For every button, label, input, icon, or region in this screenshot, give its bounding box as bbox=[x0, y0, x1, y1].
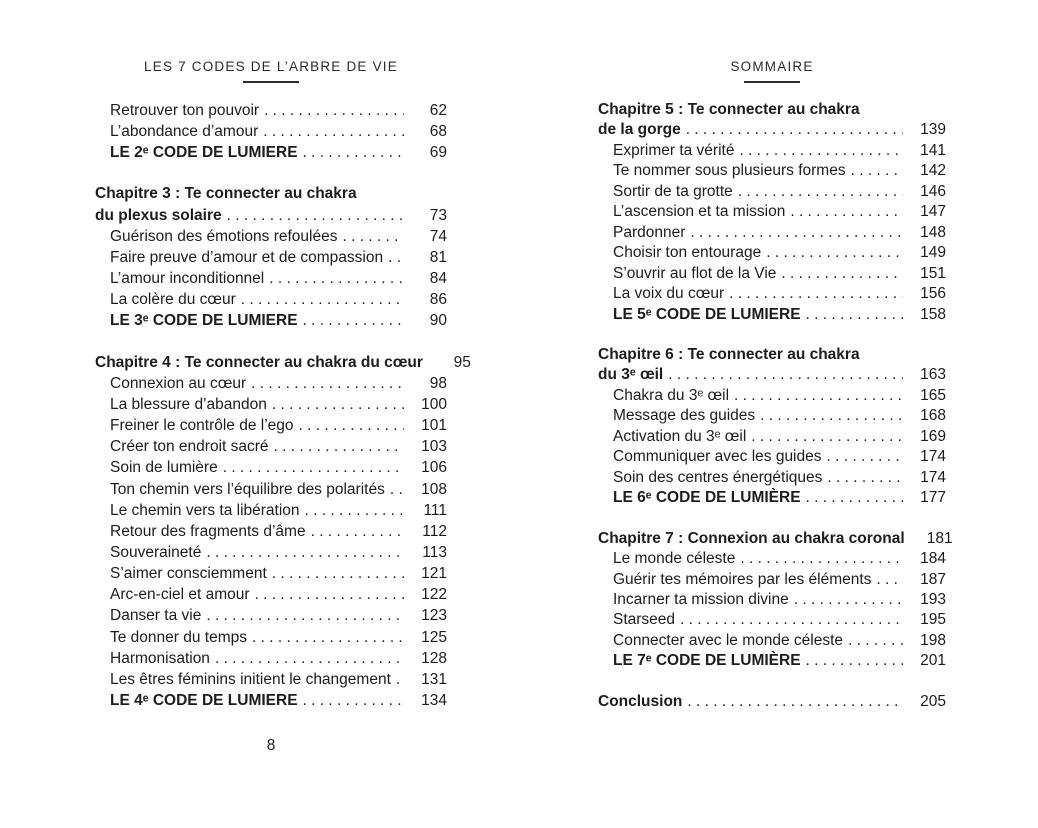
toc-entry-text: LE 6ᵉ CODE DE LUMIÈRE bbox=[613, 489, 801, 507]
toc-entry bbox=[598, 447, 946, 467]
toc-entry bbox=[95, 690, 447, 711]
toc-entry-page: 181 bbox=[926, 529, 953, 547]
dot-leader bbox=[241, 289, 404, 310]
toc-entry-text: Danser ta vie bbox=[110, 607, 202, 625]
toc-entry-text: Chapitre 5 : Te connecter au chakra bbox=[598, 101, 860, 118]
toc-entry-page: 198 bbox=[920, 631, 946, 649]
toc-entry-page: 168 bbox=[920, 407, 946, 425]
toc-entry bbox=[95, 479, 447, 500]
running-head-right bbox=[598, 59, 946, 83]
toc-entry-text: de la gorge bbox=[598, 121, 681, 139]
toc-entry-page: 111 bbox=[423, 501, 447, 519]
toc-entry bbox=[95, 100, 447, 121]
dot-leader bbox=[311, 521, 404, 542]
toc-entry-text: Harmonisation bbox=[110, 649, 210, 667]
toc-entry bbox=[95, 394, 447, 415]
toc-entry-text: S’aimer consciemment bbox=[110, 565, 267, 583]
running-head-rule bbox=[243, 81, 299, 83]
toc-entry bbox=[598, 692, 946, 712]
toc-entry-page: 131 bbox=[421, 670, 447, 688]
dot-leader bbox=[686, 120, 903, 140]
dot-leader bbox=[223, 457, 404, 478]
toc-entry-page: 98 bbox=[429, 374, 447, 392]
toc-entry-text: du 3ᵉ œil bbox=[598, 366, 664, 384]
toc-entry-text: du plexus solaire bbox=[95, 206, 222, 224]
toc-entry bbox=[95, 500, 447, 521]
toc-entry-page: 69 bbox=[429, 144, 447, 162]
toc-entry bbox=[598, 590, 946, 610]
toc-entry-text: Chapitre 6 : Te connecter au chakra bbox=[598, 345, 860, 363]
toc-entry-page: 201 bbox=[920, 652, 946, 670]
toc-entry-page: 100 bbox=[421, 395, 447, 413]
dot-leader bbox=[215, 648, 404, 669]
toc-entry bbox=[598, 570, 946, 590]
toc-entry-text: Souveraineté bbox=[110, 543, 202, 561]
toc-entry bbox=[598, 284, 946, 304]
toc-entry bbox=[598, 243, 946, 263]
toc-entry bbox=[95, 521, 447, 542]
toc-entry bbox=[598, 161, 946, 181]
toc-entry-page: 139 bbox=[920, 121, 946, 139]
toc-entry-text: Soin de lumière bbox=[110, 459, 218, 477]
toc-entry-text: La blessure d’abandon bbox=[110, 395, 267, 413]
toc-entry-page: 128 bbox=[421, 649, 447, 667]
toc-entry bbox=[95, 627, 447, 648]
dot-leader bbox=[255, 584, 404, 605]
toc-entry-page: 142 bbox=[920, 162, 946, 180]
toc-entry-text: Les êtres féminins initient le changement bbox=[110, 670, 391, 688]
toc-entry-text: Sortir de ta grotte bbox=[613, 182, 733, 200]
toc-entry-text: Le monde céleste bbox=[613, 550, 736, 568]
toc-entry-text: Arc-en-ciel et amour bbox=[110, 586, 250, 604]
toc-entry-text: L’ascension et ta mission bbox=[613, 203, 786, 221]
toc-entry-page: 146 bbox=[920, 182, 946, 200]
dot-leader bbox=[263, 121, 404, 142]
toc-entry-text: L’abondance d’amour bbox=[110, 123, 259, 141]
running-head-rule bbox=[744, 81, 800, 83]
toc-entry-text: LE 3ᵉ CODE DE LUMIERE bbox=[110, 312, 298, 330]
toc-entry-page: 184 bbox=[920, 550, 946, 568]
toc-entry-text: Incarner ta mission divine bbox=[613, 590, 789, 608]
toc-right bbox=[598, 100, 953, 712]
toc-entry-page: 122 bbox=[421, 586, 447, 604]
dot-leader bbox=[690, 223, 903, 243]
running-head-left bbox=[95, 59, 447, 83]
dot-leader bbox=[342, 226, 404, 247]
toc-entry-text: Pardonner bbox=[613, 223, 686, 241]
toc-entry-text: La colère du cœur bbox=[110, 291, 236, 309]
toc-entry bbox=[95, 457, 447, 478]
dot-leader bbox=[738, 182, 903, 202]
toc-entry bbox=[95, 542, 447, 563]
dot-leader bbox=[781, 264, 903, 284]
toc-entry bbox=[598, 406, 946, 426]
toc-entry-text: Exprimer ta vérité bbox=[613, 141, 735, 159]
dot-leader bbox=[766, 243, 903, 263]
running-head-right-text: SOMMAIRE bbox=[730, 59, 814, 74]
toc-entry-page: 123 bbox=[421, 607, 447, 625]
toc-entry-page: 112 bbox=[422, 522, 447, 540]
toc-entry bbox=[598, 386, 946, 406]
toc-entry-text: Conclusion bbox=[598, 692, 683, 710]
left-page bbox=[95, 0, 471, 828]
dot-leader bbox=[269, 268, 404, 289]
toc-entry-text: S’ouvrir au flot de la Vie bbox=[613, 264, 777, 282]
toc-entry-text: Guérir tes mémoires par les éléments bbox=[613, 570, 872, 588]
toc-entry bbox=[598, 141, 946, 161]
toc-entry-text: La voix du cœur bbox=[613, 285, 725, 303]
toc-entry-firstline bbox=[598, 100, 946, 120]
toc-entry-page: 108 bbox=[421, 480, 447, 498]
dot-leader bbox=[760, 406, 903, 426]
toc-entry-text: Message des guides bbox=[613, 407, 756, 425]
toc-entry bbox=[95, 205, 447, 226]
toc-entry bbox=[95, 226, 447, 247]
dot-leader bbox=[806, 488, 903, 508]
toc-entry bbox=[95, 436, 447, 457]
toc-entry-firstline bbox=[95, 183, 447, 204]
toc-entry-page: 73 bbox=[429, 206, 447, 224]
toc-entry bbox=[95, 142, 447, 163]
toc-entry-page: 103 bbox=[421, 438, 447, 456]
toc-entry bbox=[95, 669, 447, 690]
toc-entry-page: 125 bbox=[421, 628, 447, 646]
dot-leader bbox=[806, 651, 903, 671]
toc-entry bbox=[598, 488, 946, 508]
toc-entry-page: 205 bbox=[920, 692, 946, 710]
toc-entry-firstline bbox=[598, 345, 946, 365]
toc-entry-text: Le chemin vers ta libération bbox=[110, 501, 300, 519]
toc-entry bbox=[598, 549, 946, 569]
toc-entry-text: LE 4ᵉ CODE DE LUMIERE bbox=[110, 692, 298, 710]
dot-leader bbox=[388, 247, 404, 268]
toc-entry bbox=[598, 223, 946, 243]
toc-entry-text: Starseed bbox=[613, 611, 676, 629]
dot-leader bbox=[740, 549, 903, 569]
toc-entry-text: Connexion au cœur bbox=[110, 374, 247, 392]
dot-leader bbox=[303, 690, 404, 711]
toc-entry bbox=[95, 373, 447, 394]
toc-entry-page: 90 bbox=[429, 312, 447, 330]
toc-entry-text: Ton chemin vers l’équilibre des polarités bbox=[110, 480, 385, 498]
dot-leader bbox=[827, 468, 903, 488]
dot-leader bbox=[876, 570, 903, 590]
toc-entry-text: Freiner le contrôle de l’ego bbox=[110, 417, 294, 435]
toc-entry-page: 84 bbox=[429, 270, 447, 288]
toc-entry bbox=[598, 365, 946, 385]
dot-leader bbox=[274, 436, 404, 457]
toc-entry bbox=[95, 584, 447, 605]
dot-leader bbox=[751, 427, 903, 447]
dot-leader bbox=[687, 692, 903, 712]
toc-entry-text: L’amour inconditionnel bbox=[110, 270, 265, 288]
toc-entry-page: 165 bbox=[920, 386, 946, 404]
dot-leader bbox=[848, 631, 903, 651]
dot-leader bbox=[729, 284, 903, 304]
toc-entry bbox=[95, 352, 471, 373]
right-page bbox=[598, 0, 953, 828]
dot-leader bbox=[305, 500, 404, 521]
dot-leader bbox=[734, 386, 903, 406]
toc-entry-page: 174 bbox=[920, 468, 946, 486]
dot-leader bbox=[264, 100, 404, 121]
dot-leader bbox=[851, 161, 903, 181]
toc-entry-text: Faire preuve d’amour et de compassion bbox=[110, 248, 384, 266]
toc-entry-page: 134 bbox=[421, 692, 447, 710]
toc-entry-page: 101 bbox=[421, 417, 447, 435]
dot-leader bbox=[251, 373, 404, 394]
toc-entry-page: 151 bbox=[920, 264, 946, 282]
dot-leader bbox=[390, 479, 404, 500]
toc-entry-page: 81 bbox=[429, 248, 447, 266]
toc-entry-page: 141 bbox=[920, 141, 946, 159]
toc-entry-page: 95 bbox=[453, 353, 471, 371]
dot-leader bbox=[739, 141, 903, 161]
dot-leader bbox=[790, 202, 903, 222]
toc-entry-text: Te nommer sous plusieurs formes bbox=[613, 162, 846, 180]
toc-entry-page: 195 bbox=[920, 611, 946, 629]
dot-leader bbox=[206, 605, 404, 626]
toc-left bbox=[95, 100, 471, 711]
toc-entry bbox=[598, 651, 946, 671]
toc-entry-page: 158 bbox=[920, 305, 946, 323]
toc-entry-text: Créer ton endroit sacré bbox=[110, 438, 269, 456]
dot-leader bbox=[806, 305, 903, 325]
toc-entry-page: 177 bbox=[920, 489, 946, 507]
toc-entry bbox=[95, 648, 447, 669]
dot-leader bbox=[794, 590, 903, 610]
toc-entry-page: 86 bbox=[429, 291, 447, 309]
toc-entry bbox=[598, 202, 946, 222]
toc-entry-page: 113 bbox=[422, 543, 447, 561]
dot-leader bbox=[206, 542, 404, 563]
dot-leader bbox=[303, 310, 404, 331]
toc-entry bbox=[598, 120, 946, 140]
toc-entry bbox=[598, 427, 946, 447]
toc-entry-page: 147 bbox=[920, 203, 946, 221]
toc-entry bbox=[95, 121, 447, 142]
toc-entry bbox=[95, 289, 447, 310]
dot-leader bbox=[396, 669, 404, 690]
toc-entry bbox=[95, 415, 447, 436]
toc-entry-text: Chakra du 3ᵉ œil bbox=[613, 386, 730, 404]
toc-entry-page: 121 bbox=[421, 565, 447, 583]
toc-entry-text: Te donner du temps bbox=[110, 628, 248, 646]
toc-entry-page: 156 bbox=[920, 285, 946, 303]
toc-entry bbox=[95, 268, 447, 289]
toc-entry bbox=[95, 310, 447, 331]
toc-entry bbox=[598, 182, 946, 202]
toc-entry-text: Activation du 3ᵉ œil bbox=[613, 427, 747, 445]
dot-leader bbox=[668, 365, 903, 385]
toc-entry-text: Connecter avec le monde céleste bbox=[613, 631, 844, 649]
toc-entry-page: 148 bbox=[920, 223, 946, 241]
toc-entry bbox=[598, 305, 946, 325]
running-head-left-text: LES 7 CODES DE L’ARBRE DE VIE bbox=[144, 59, 398, 74]
toc-entry bbox=[95, 563, 447, 584]
dot-leader bbox=[272, 563, 404, 584]
toc-entry-page: 187 bbox=[920, 570, 946, 588]
toc-entry bbox=[95, 605, 447, 626]
toc-entry-text: LE 2ᵉ CODE DE LUMIERE bbox=[110, 144, 298, 162]
folio-left: 8 bbox=[266, 737, 276, 754]
dot-leader bbox=[303, 142, 404, 163]
toc-entry-page: 106 bbox=[421, 459, 447, 477]
dot-leader bbox=[252, 627, 404, 648]
toc-entry-text: Chapitre 4 : Te connecter au chakra du cœur bbox=[95, 353, 423, 371]
toc-entry bbox=[95, 247, 447, 268]
toc-entry-page: 62 bbox=[429, 102, 447, 119]
toc-entry-text: Soin des centres énergétiques bbox=[613, 468, 823, 486]
toc-entry bbox=[598, 468, 946, 488]
dot-leader bbox=[227, 205, 404, 226]
dot-leader bbox=[827, 447, 904, 467]
toc-entry-page: 68 bbox=[429, 123, 447, 141]
toc-entry bbox=[598, 264, 946, 284]
toc-entry-page: 163 bbox=[920, 366, 946, 384]
toc-entry-text: LE 5ᵉ CODE DE LUMIERE bbox=[613, 305, 801, 323]
toc-entry-page: 193 bbox=[920, 590, 946, 608]
toc-entry-text: Retrouver ton pouvoir bbox=[110, 102, 260, 119]
dot-leader bbox=[299, 415, 404, 436]
toc-entry bbox=[598, 610, 946, 630]
toc-entry-text: LE 7ᵉ CODE DE LUMIÈRE bbox=[613, 652, 801, 670]
toc-entry-text: Chapitre 7 : Connexion au chakra coronal bbox=[598, 529, 905, 547]
toc-entry-text: Choisir ton entourage bbox=[613, 244, 762, 262]
toc-entry-page: 149 bbox=[920, 244, 946, 262]
dot-leader bbox=[680, 610, 903, 630]
toc-entry bbox=[598, 631, 946, 651]
toc-entry-text: Communiquer avec les guides bbox=[613, 448, 822, 466]
toc-entry-text: Chapitre 3 : Te connecter au chakra bbox=[95, 185, 357, 203]
toc-entry bbox=[598, 529, 953, 549]
toc-entry-page: 169 bbox=[920, 427, 946, 445]
toc-entry-text: Retour des fragments d’âme bbox=[110, 522, 306, 540]
toc-entry-page: 74 bbox=[429, 227, 447, 245]
dot-leader bbox=[272, 394, 404, 415]
toc-entry-text: Guérison des émotions refoulées bbox=[110, 227, 338, 245]
toc-entry-page: 174 bbox=[920, 448, 946, 466]
